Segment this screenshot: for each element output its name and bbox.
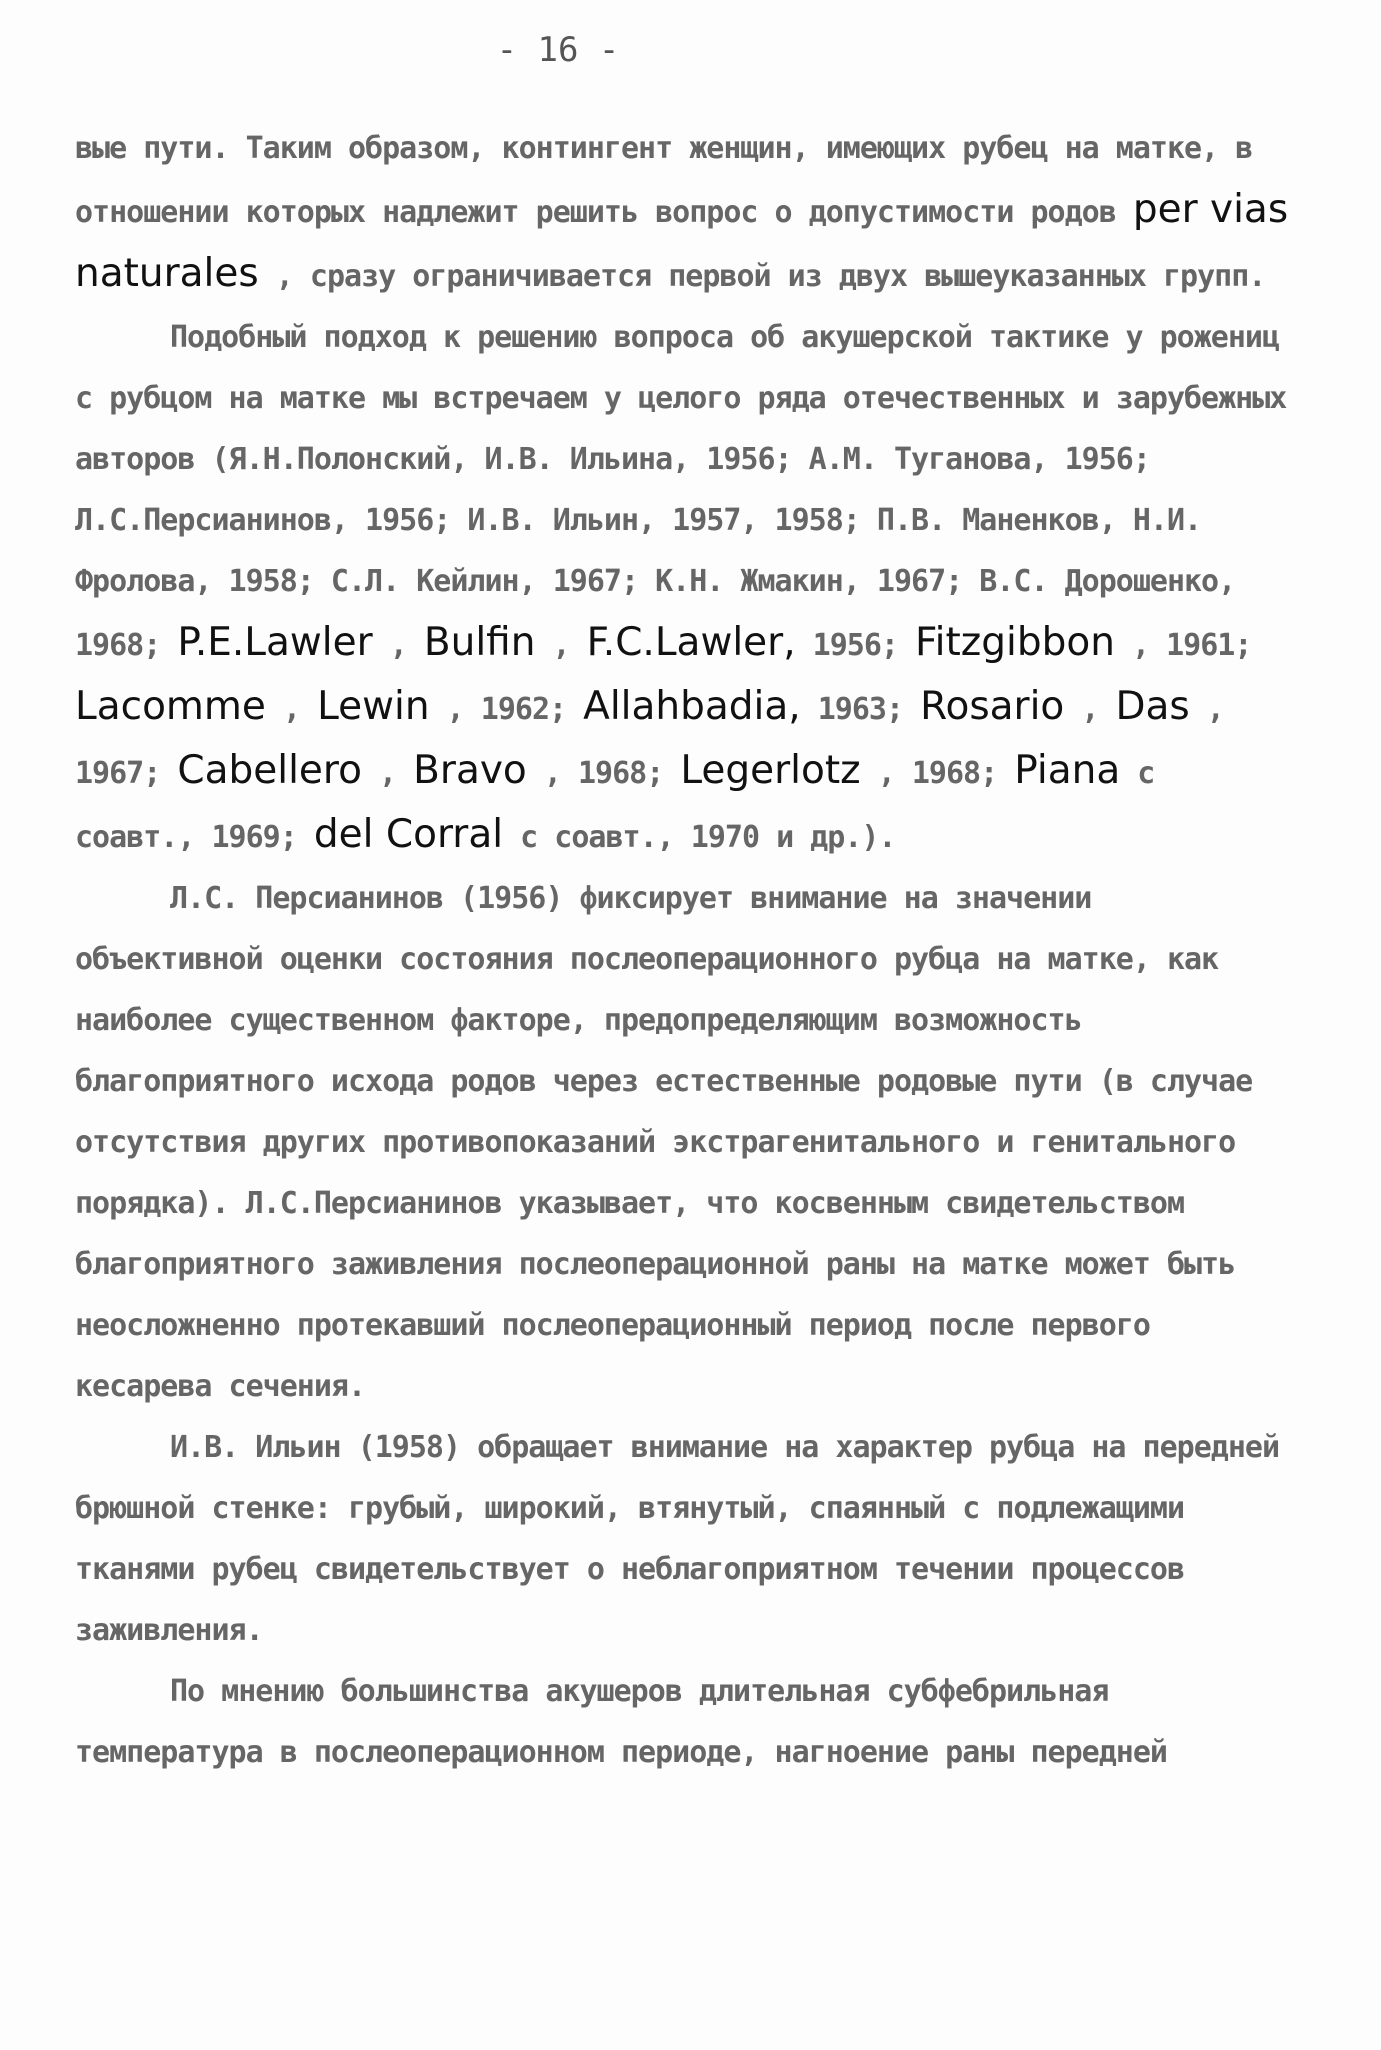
paragraph	[75, 1417, 1290, 1661]
handwritten-insert: Bulfin	[423, 620, 536, 665]
typed-text: с соавт., 1969;	[75, 756, 1155, 855]
handwritten-insert: Cabellero	[177, 748, 362, 793]
typed-text: Подобный подход к решению вопроса об акушерской тактике у рожениц с рубцом на матке мы встречаем у целого ряда отечественных и зарубежных авторов (Я.Н.Полонский, И.В. Ильина, 1956; А.М. Туганова, 1956; Л.С.Персианинов, 1956; И.В. Ильин, 1957, 1958; П.В. Маненков, Н.И. Фролова, 1958; С.Л. Кейлин, 1967; К.Н. Жмакин, 1967; В.С. Дорошенко, 1968;	[75, 320, 1287, 663]
typed-text: 1963;	[800, 692, 921, 727]
handwritten-insert: Das	[1115, 684, 1190, 729]
handwritten-insert: Piana	[1014, 748, 1121, 793]
handwritten-insert: Fitzgibbon	[915, 620, 1115, 665]
typed-text: , сразу ограничивается первой из двух вышеуказанных групп.	[258, 259, 1266, 294]
handwritten-insert: Legerlotz	[680, 748, 861, 793]
page-number: - 16 -	[496, 30, 620, 70]
typed-text: И.В. Ильин (1958) обращает внимание на характер рубца на передней брюшной стенке: грубый, широкий, втянутый, спаянный с подлежащими тканями рубец свидетельствует о неблагоприятном течении процессов заживления.	[75, 1430, 1279, 1648]
typed-text: ,	[361, 756, 414, 791]
body-text	[75, 118, 1290, 1783]
typed-text: , 1962;	[429, 692, 584, 727]
typed-text: , 1967;	[75, 692, 1224, 791]
typed-text: , 1968;	[526, 756, 681, 791]
handwritten-insert: Rosario	[920, 684, 1065, 729]
handwritten-insert: P.E.Lawler	[177, 620, 373, 665]
handwritten-insert: F.C.Lawler,	[586, 620, 796, 665]
handwritten-insert: Bravo	[413, 748, 527, 793]
typed-text: По мнению большинства акушеров длительная субфебрильная температура в послеоперационном периоде, нагноение раны передней	[75, 1674, 1167, 1770]
handwritten-insert: Lacomme	[75, 684, 266, 729]
paragraph	[75, 118, 1290, 307]
handwritten-insert: per vias naturales	[75, 187, 1289, 296]
typed-text: ,	[265, 692, 318, 727]
typed-text: ,	[372, 628, 424, 663]
paragraph	[75, 307, 1290, 868]
handwritten-insert: Lewin	[317, 684, 430, 729]
typed-text: 1956;	[795, 628, 916, 663]
paragraph	[75, 1661, 1290, 1783]
typed-text: , 1961;	[1114, 628, 1252, 663]
typed-text: с соавт., 1970 и др.).	[503, 820, 896, 855]
handwritten-insert: del Corral	[313, 812, 504, 857]
paragraph	[75, 868, 1290, 1417]
typed-text: ,	[535, 628, 587, 663]
handwritten-insert: Allahbadia,	[583, 684, 801, 729]
typed-text: вые пути. Таким образом, контингент женщин, имеющих рубец на матке, в отношении которых надлежит решить вопрос о допустимости родов	[75, 131, 1253, 230]
typed-text: Л.С. Персианинов (1956) фиксирует внимание на значении объективной оценки состояния послеоперационного рубца на матке, как наиболее существенном факторе, предопределяющим возможность благоприятного исхода родов через естественные родовые пути (в случае отсутствия других противопоказаний экстрагенитального и генитального порядка). Л.С.Персианинов указывает, что косвенным свидетельством благоприятного заживления послеоперационной раны на матке может быть неосложненно протекавший послеоперационный период после первого кесарева сечения.	[75, 881, 1253, 1404]
typed-text: , 1968;	[860, 756, 1015, 791]
typed-text: ,	[1064, 692, 1116, 727]
